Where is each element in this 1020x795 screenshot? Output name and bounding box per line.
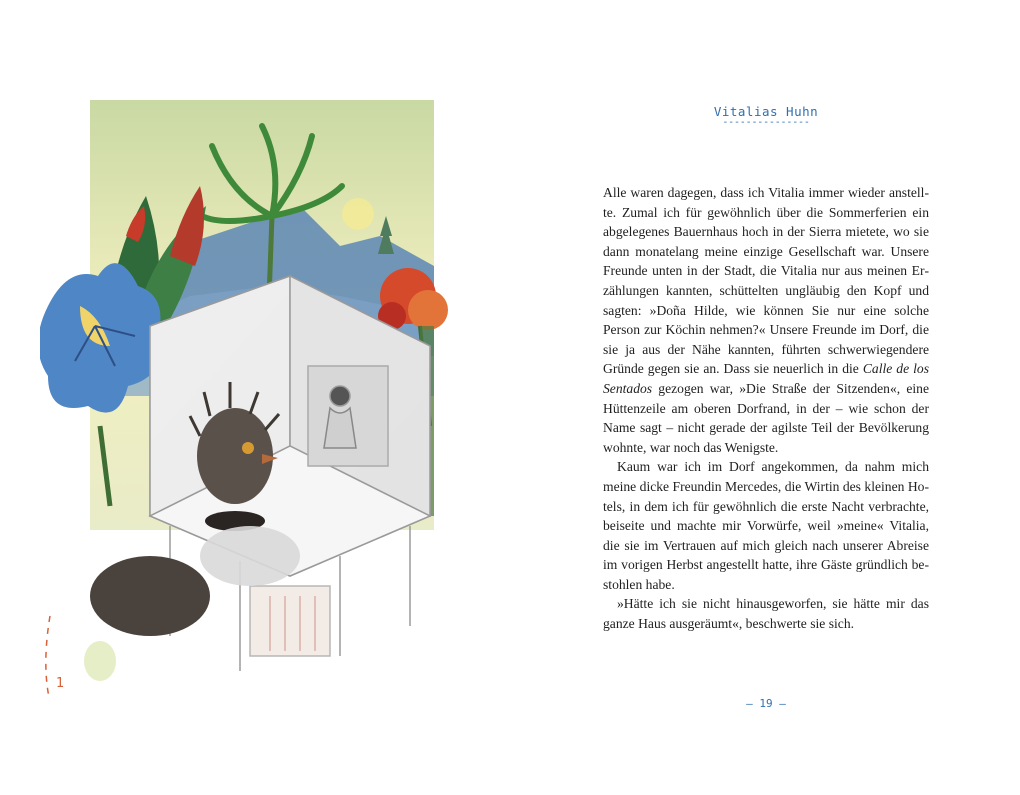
paragraph-1-part-b: gezogen war, »Die Straße der Sitzenden«, eine Hüttenzeile am oberen Dorfrand, in der – wie schon der Name sagt – nicht gerade der agilste Teil der Bevölkerung wohnte, war noch das Wenigste. [603,380,929,455]
figure-number: 1 [56,676,65,691]
paragraph-1 [603,183,929,457]
illustration-drawing [40,96,450,696]
sun [342,198,374,230]
chapter-title-underline: --------------- [722,117,810,128]
street-name: Calle de los Sentados [603,361,929,396]
house-chicken-illustration [40,96,450,696]
chapter-title: Vitalias Huhn [713,104,819,119]
fur [90,556,210,636]
person-head [330,386,350,406]
paragraph-3: »Hätte ich sie nicht hinausgeworfen, sie hätte mir das ganze Haus ausgeräumt«, beschwerte sie sich. [603,596,929,632]
paragraph-1-part-a: Alle waren dagegen, dass ich Vitalia immer wieder anstellte. Zumal ich für gewöhnlich über die Sommerferien ein abgelegenes Bauernhaus hoch in der Sierra mietete, wo sie dann monatelang meine einzige Gesellschaft war. Unsere Freunde unten in der Stadt, die Vitalia nur aus meinen Erzählungen kannten, schüttelten ungläubig den Kopf und sagten: »Doña Hilde, wie können Sie nur eine solche Person zur Köchin nehmen?« Unsere Freunde im Dorf, die sie ja aus der Nähe kannten, führten schwerwiegendere Gründe gegen sie an. Dass sie neuerlich in die [603,185,929,377]
page-number: – 19 – [746,697,786,710]
body-text [603,183,929,634]
dashed-arc [46,616,54,696]
paragraph-2: Kaum war ich im Dorf angekommen, da nahm mich meine dicke Freundin Mercedes, die Wirtin des kleinen Hotels, in dem ich für gewöhnlich die erste Nacht verbrachte, beiseite und machte mir Vorwürfe, weil »meine« Vitalia, die sie im Vertrauen auf mich gleich nach unserer Abreise im vorigen Herbst angestellt hatte, ihre Gäste gründlich bestohlen habe. [603,459,929,592]
pale-circle [84,641,116,681]
